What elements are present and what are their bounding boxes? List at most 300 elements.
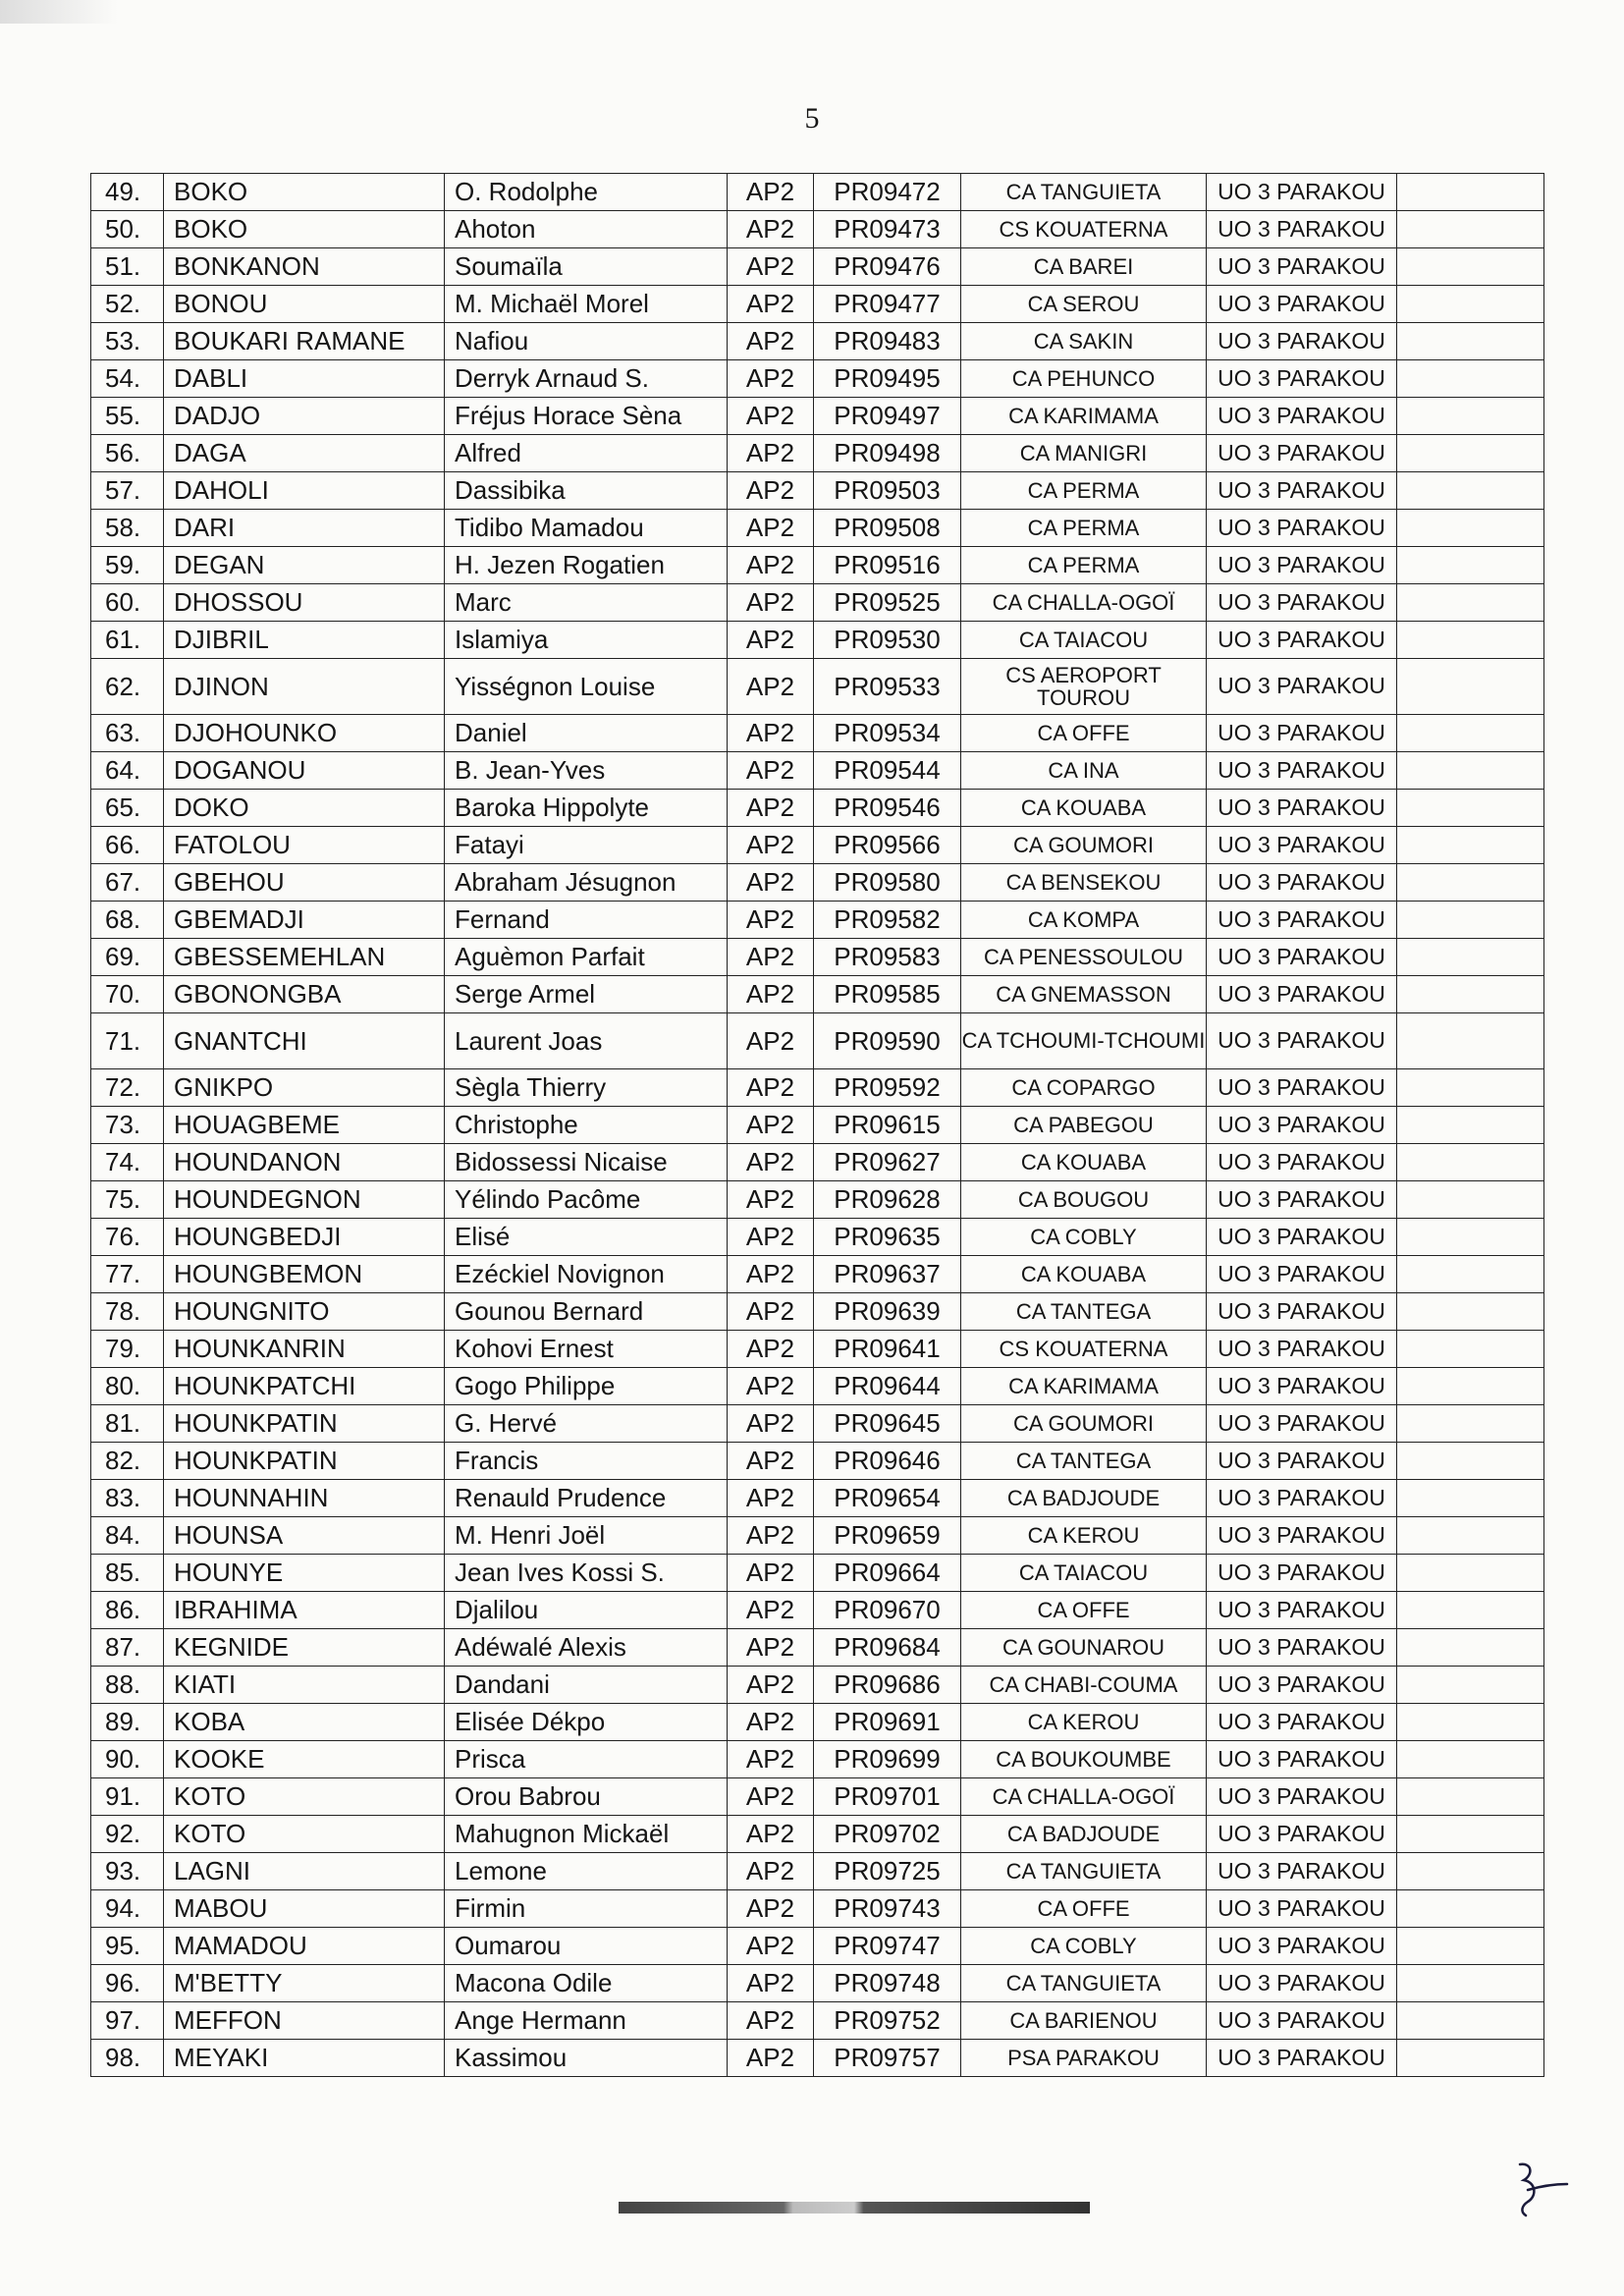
table-row <box>91 864 1544 902</box>
empty-cell <box>1397 1890 1544 1928</box>
row-number: 92. <box>91 1816 164 1853</box>
row-number: 79. <box>91 1331 164 1368</box>
empty-cell <box>1397 1778 1544 1816</box>
grade-cell: AP2 <box>728 752 814 790</box>
row-number: 72. <box>91 1069 164 1107</box>
table-row <box>91 1741 1544 1778</box>
given-names-cell: Sègla Thierry <box>445 1069 728 1107</box>
posting-cell: CA BADJOUDE <box>961 1816 1207 1853</box>
table-row <box>91 510 1544 547</box>
row-number: 85. <box>91 1555 164 1592</box>
surname-cell: BOKO <box>164 174 445 211</box>
given-names-cell: Aguèmon Parfait <box>445 939 728 976</box>
empty-cell <box>1397 547 1544 584</box>
surname-cell: DADJO <box>164 398 445 435</box>
row-number: 83. <box>91 1480 164 1517</box>
grade-cell: AP2 <box>728 1013 814 1069</box>
unit-cell: UO 3 PARAKOU <box>1207 323 1397 360</box>
row-number: 90. <box>91 1741 164 1778</box>
given-names-cell: Macona Odile <box>445 1965 728 2002</box>
given-names-cell: Fernand <box>445 902 728 939</box>
unit-cell: UO 3 PARAKOU <box>1207 1965 1397 2002</box>
grade-cell: AP2 <box>728 715 814 752</box>
surname-cell: GNIKPO <box>164 1069 445 1107</box>
empty-cell <box>1397 902 1544 939</box>
unit-cell: UO 3 PARAKOU <box>1207 1629 1397 1667</box>
surname-cell: LAGNI <box>164 1853 445 1890</box>
table-row <box>91 584 1544 622</box>
unit-cell: UO 3 PARAKOU <box>1207 1853 1397 1890</box>
posting-cell: CA PERMA <box>961 510 1207 547</box>
registration-code-cell: PR09592 <box>814 1069 961 1107</box>
grade-cell: AP2 <box>728 939 814 976</box>
surname-cell: HOUNGNITO <box>164 1293 445 1331</box>
surname-cell: GBEMADJI <box>164 902 445 939</box>
posting-cell: CA TANGUIETA <box>961 1853 1207 1890</box>
surname-cell: DJINON <box>164 659 445 715</box>
posting-cell: CA KARIMAMA <box>961 398 1207 435</box>
empty-cell <box>1397 1181 1544 1219</box>
footer-scan-bar <box>619 2202 1090 2214</box>
empty-cell <box>1397 435 1544 472</box>
given-names-cell: Elisé <box>445 1219 728 1256</box>
surname-cell: HOUNKPATCHI <box>164 1368 445 1405</box>
posting-cell: CA GOUMORI <box>961 827 1207 864</box>
given-names-cell: Serge Armel <box>445 976 728 1013</box>
given-names-cell: Derryk Arnaud S. <box>445 360 728 398</box>
unit-cell: UO 3 PARAKOU <box>1207 1592 1397 1629</box>
registration-code-cell: PR09473 <box>814 211 961 248</box>
table-row <box>91 715 1544 752</box>
grade-cell: AP2 <box>728 1928 814 1965</box>
registration-code-cell: PR09544 <box>814 752 961 790</box>
registration-code-cell: PR09641 <box>814 1331 961 1368</box>
row-number: 86. <box>91 1592 164 1629</box>
posting-cell: CA TAIACOU <box>961 1555 1207 1592</box>
empty-cell <box>1397 323 1544 360</box>
posting-cell: CA GOUMORI <box>961 1405 1207 1443</box>
table-row <box>91 1181 1544 1219</box>
given-names-cell: Nafiou <box>445 323 728 360</box>
registration-code-cell: PR09580 <box>814 864 961 902</box>
posting-cell: CA KOUABA <box>961 790 1207 827</box>
row-number: 97. <box>91 2002 164 2040</box>
empty-cell <box>1397 1144 1544 1181</box>
grade-cell: AP2 <box>728 286 814 323</box>
table-row <box>91 1890 1544 1928</box>
registration-code-cell: PR09498 <box>814 435 961 472</box>
empty-cell <box>1397 827 1544 864</box>
row-number: 94. <box>91 1890 164 1928</box>
registration-code-cell: PR09477 <box>814 286 961 323</box>
registration-code-cell: PR09659 <box>814 1517 961 1555</box>
grade-cell: AP2 <box>728 1331 814 1368</box>
grade-cell: AP2 <box>728 1592 814 1629</box>
grade-cell: AP2 <box>728 790 814 827</box>
posting-cell: CA COBLY <box>961 1928 1207 1965</box>
posting-cell: CA GNEMASSON <box>961 976 1207 1013</box>
grade-cell: AP2 <box>728 1517 814 1555</box>
table-row <box>91 1778 1544 1816</box>
row-number: 82. <box>91 1443 164 1480</box>
table-row <box>91 1443 1544 1480</box>
registration-code-cell: PR09684 <box>814 1629 961 1667</box>
unit-cell: UO 3 PARAKOU <box>1207 976 1397 1013</box>
posting-cell: CS AEROPORT TOUROU <box>961 659 1207 715</box>
unit-cell: UO 3 PARAKOU <box>1207 622 1397 659</box>
registration-code-cell: PR09590 <box>814 1013 961 1069</box>
personnel-table <box>90 173 1544 2077</box>
given-names-cell: Laurent Joas <box>445 1013 728 1069</box>
table-row <box>91 435 1544 472</box>
unit-cell: UO 3 PARAKOU <box>1207 547 1397 584</box>
posting-cell: CA OFFE <box>961 1890 1207 1928</box>
posting-cell: CA PERMA <box>961 547 1207 584</box>
table-row <box>91 1592 1544 1629</box>
posting-cell: CA CHALLA-OGOÏ <box>961 1778 1207 1816</box>
given-names-cell: M. Henri Joël <box>445 1517 728 1555</box>
posting-cell: CA KARIMAMA <box>961 1368 1207 1405</box>
surname-cell: KEGNIDE <box>164 1629 445 1667</box>
empty-cell <box>1397 360 1544 398</box>
grade-cell: AP2 <box>728 584 814 622</box>
empty-cell <box>1397 472 1544 510</box>
given-names-cell: Fréjus Horace Sèna <box>445 398 728 435</box>
registration-code-cell: PR09654 <box>814 1480 961 1517</box>
table-row <box>91 1219 1544 1256</box>
given-names-cell: Yisségnon Louise <box>445 659 728 715</box>
given-names-cell: Abraham Jésugnon <box>445 864 728 902</box>
given-names-cell: Djalilou <box>445 1592 728 1629</box>
empty-cell <box>1397 1592 1544 1629</box>
registration-code-cell: PR09646 <box>814 1443 961 1480</box>
table-row <box>91 1293 1544 1331</box>
unit-cell: UO 3 PARAKOU <box>1207 715 1397 752</box>
registration-code-cell: PR09743 <box>814 1890 961 1928</box>
given-names-cell: Dassibika <box>445 472 728 510</box>
given-names-cell: Elisée Dékpo <box>445 1704 728 1741</box>
row-number: 80. <box>91 1368 164 1405</box>
surname-cell: HOUNYE <box>164 1555 445 1592</box>
surname-cell: M'BETTY <box>164 1965 445 2002</box>
unit-cell: UO 3 PARAKOU <box>1207 1816 1397 1853</box>
registration-code-cell: PR09627 <box>814 1144 961 1181</box>
registration-code-cell: PR09670 <box>814 1592 961 1629</box>
surname-cell: MEYAKI <box>164 2040 445 2077</box>
empty-cell <box>1397 1741 1544 1778</box>
given-names-cell: Daniel <box>445 715 728 752</box>
grade-cell: AP2 <box>728 472 814 510</box>
table-row <box>91 902 1544 939</box>
empty-cell <box>1397 790 1544 827</box>
given-names-cell: Oumarou <box>445 1928 728 1965</box>
grade-cell: AP2 <box>728 659 814 715</box>
registration-code-cell: PR09757 <box>814 2040 961 2077</box>
registration-code-cell: PR09701 <box>814 1778 961 1816</box>
registration-code-cell: PR09472 <box>814 174 961 211</box>
posting-cell: CA BENSEKOU <box>961 864 1207 902</box>
given-names-cell: Ezéckiel Novignon <box>445 1256 728 1293</box>
empty-cell <box>1397 1480 1544 1517</box>
table-row <box>91 1928 1544 1965</box>
registration-code-cell: PR09476 <box>814 248 961 286</box>
grade-cell: AP2 <box>728 1219 814 1256</box>
row-number: 66. <box>91 827 164 864</box>
table-row <box>91 1107 1544 1144</box>
given-names-cell: Marc <box>445 584 728 622</box>
empty-cell <box>1397 1107 1544 1144</box>
surname-cell: GBEHOU <box>164 864 445 902</box>
grade-cell: AP2 <box>728 1778 814 1816</box>
empty-cell <box>1397 211 1544 248</box>
grade-cell: AP2 <box>728 1555 814 1592</box>
grade-cell: AP2 <box>728 547 814 584</box>
grade-cell: AP2 <box>728 1256 814 1293</box>
posting-cell: CA BOUGOU <box>961 1181 1207 1219</box>
unit-cell: UO 3 PARAKOU <box>1207 286 1397 323</box>
posting-cell: CS KOUATERNA <box>961 1331 1207 1368</box>
unit-cell: UO 3 PARAKOU <box>1207 211 1397 248</box>
given-names-cell: Gounou Bernard <box>445 1293 728 1331</box>
empty-cell <box>1397 1667 1544 1704</box>
unit-cell: UO 3 PARAKOU <box>1207 1144 1397 1181</box>
posting-cell: CA PABEGOU <box>961 1107 1207 1144</box>
table-row <box>91 1405 1544 1443</box>
registration-code-cell: PR09645 <box>814 1405 961 1443</box>
unit-cell: UO 3 PARAKOU <box>1207 1704 1397 1741</box>
signature-mark <box>1502 2151 1581 2229</box>
empty-cell <box>1397 752 1544 790</box>
empty-cell <box>1397 510 1544 547</box>
table-row <box>91 174 1544 211</box>
given-names-cell: Adéwalé Alexis <box>445 1629 728 1667</box>
surname-cell: DAHOLI <box>164 472 445 510</box>
grade-cell: AP2 <box>728 1890 814 1928</box>
table-row <box>91 286 1544 323</box>
row-number: 89. <box>91 1704 164 1741</box>
table-row <box>91 2040 1544 2077</box>
posting-cell: CA TANGUIETA <box>961 1965 1207 2002</box>
given-names-cell: Prisca <box>445 1741 728 1778</box>
page-number: 5 <box>804 102 820 135</box>
row-number: 84. <box>91 1517 164 1555</box>
posting-cell: CA GOUNAROU <box>961 1629 1207 1667</box>
empty-cell <box>1397 864 1544 902</box>
row-number: 69. <box>91 939 164 976</box>
grade-cell: AP2 <box>728 1704 814 1741</box>
posting-cell: CA TANTEGA <box>961 1443 1207 1480</box>
empty-cell <box>1397 1405 1544 1443</box>
surname-cell: DARI <box>164 510 445 547</box>
row-number: 95. <box>91 1928 164 1965</box>
table-row <box>91 211 1544 248</box>
scan-edge-mark <box>0 0 118 24</box>
empty-cell <box>1397 1069 1544 1107</box>
empty-cell <box>1397 1704 1544 1741</box>
unit-cell: UO 3 PARAKOU <box>1207 248 1397 286</box>
table-body <box>91 174 1544 2077</box>
unit-cell: UO 3 PARAKOU <box>1207 827 1397 864</box>
empty-cell <box>1397 248 1544 286</box>
registration-code-cell: PR09702 <box>814 1816 961 1853</box>
registration-code-cell: PR09516 <box>814 547 961 584</box>
table-row <box>91 659 1544 715</box>
row-number: 87. <box>91 1629 164 1667</box>
surname-cell: DJOHOUNKO <box>164 715 445 752</box>
row-number: 68. <box>91 902 164 939</box>
table-row <box>91 790 1544 827</box>
grade-cell: AP2 <box>728 1667 814 1704</box>
surname-cell: DJIBRIL <box>164 622 445 659</box>
registration-code-cell: PR09747 <box>814 1928 961 1965</box>
table-row <box>91 547 1544 584</box>
grade-cell: AP2 <box>728 1293 814 1331</box>
row-number: 61. <box>91 622 164 659</box>
empty-cell <box>1397 1816 1544 1853</box>
empty-cell <box>1397 1331 1544 1368</box>
surname-cell: HOUNDEGNON <box>164 1181 445 1219</box>
empty-cell <box>1397 1965 1544 2002</box>
given-names-cell: Orou Babrou <box>445 1778 728 1816</box>
table-row <box>91 1667 1544 1704</box>
empty-cell <box>1397 1368 1544 1405</box>
unit-cell: UO 3 PARAKOU <box>1207 174 1397 211</box>
row-number: 50. <box>91 211 164 248</box>
row-number: 88. <box>91 1667 164 1704</box>
posting-cell: CA PEHUNCO <box>961 360 1207 398</box>
table-row <box>91 827 1544 864</box>
surname-cell: DEGAN <box>164 547 445 584</box>
posting-cell: CA BOUKOUMBE <box>961 1741 1207 1778</box>
unit-cell: UO 3 PARAKOU <box>1207 1331 1397 1368</box>
posting-cell: CA BADJOUDE <box>961 1480 1207 1517</box>
posting-cell: CA MANIGRI <box>961 435 1207 472</box>
surname-cell: KOTO <box>164 1778 445 1816</box>
table-row <box>91 976 1544 1013</box>
surname-cell: HOUNSA <box>164 1517 445 1555</box>
registration-code-cell: PR09752 <box>814 2002 961 2040</box>
unit-cell: UO 3 PARAKOU <box>1207 1368 1397 1405</box>
registration-code-cell: PR09725 <box>814 1853 961 1890</box>
unit-cell: UO 3 PARAKOU <box>1207 510 1397 547</box>
unit-cell: UO 3 PARAKOU <box>1207 2002 1397 2040</box>
grade-cell: AP2 <box>728 1629 814 1667</box>
table-row <box>91 2002 1544 2040</box>
unit-cell: UO 3 PARAKOU <box>1207 1778 1397 1816</box>
grade-cell: AP2 <box>728 1443 814 1480</box>
posting-cell: CA BAREI <box>961 248 1207 286</box>
posting-cell: CA INA <box>961 752 1207 790</box>
unit-cell: UO 3 PARAKOU <box>1207 752 1397 790</box>
table-row <box>91 1853 1544 1890</box>
unit-cell: UO 3 PARAKOU <box>1207 1667 1397 1704</box>
posting-cell: CA SAKIN <box>961 323 1207 360</box>
surname-cell: HOUNKPATIN <box>164 1443 445 1480</box>
empty-cell <box>1397 659 1544 715</box>
registration-code-cell: PR09691 <box>814 1704 961 1741</box>
surname-cell: DHOSSOU <box>164 584 445 622</box>
surname-cell: KOBA <box>164 1704 445 1741</box>
unit-cell: UO 3 PARAKOU <box>1207 360 1397 398</box>
row-number: 49. <box>91 174 164 211</box>
grade-cell: AP2 <box>728 1405 814 1443</box>
table-row <box>91 1704 1544 1741</box>
table-row <box>91 1256 1544 1293</box>
empty-cell <box>1397 976 1544 1013</box>
unit-cell: UO 3 PARAKOU <box>1207 1293 1397 1331</box>
registration-code-cell: PR09566 <box>814 827 961 864</box>
row-number: 65. <box>91 790 164 827</box>
registration-code-cell: PR09635 <box>814 1219 961 1256</box>
grade-cell: AP2 <box>728 360 814 398</box>
given-names-cell: Christophe <box>445 1107 728 1144</box>
grade-cell: AP2 <box>728 510 814 547</box>
surname-cell: KIATI <box>164 1667 445 1704</box>
unit-cell: UO 3 PARAKOU <box>1207 1443 1397 1480</box>
posting-cell: CA OFFE <box>961 715 1207 752</box>
table-row <box>91 1517 1544 1555</box>
registration-code-cell: PR09525 <box>814 584 961 622</box>
posting-cell: CA PERMA <box>961 472 1207 510</box>
given-names-cell: Soumaïla <box>445 248 728 286</box>
table-row <box>91 1965 1544 2002</box>
given-names-cell: Baroka Hippolyte <box>445 790 728 827</box>
surname-cell: DOKO <box>164 790 445 827</box>
empty-cell <box>1397 715 1544 752</box>
given-names-cell: Renauld Prudence <box>445 1480 728 1517</box>
unit-cell: UO 3 PARAKOU <box>1207 1741 1397 1778</box>
posting-cell: CS KOUATERNA <box>961 211 1207 248</box>
given-names-cell: Jean Ives Kossi S. <box>445 1555 728 1592</box>
row-number: 74. <box>91 1144 164 1181</box>
table-row <box>91 752 1544 790</box>
row-number: 55. <box>91 398 164 435</box>
given-names-cell: Fatayi <box>445 827 728 864</box>
unit-cell: UO 3 PARAKOU <box>1207 1219 1397 1256</box>
row-number: 56. <box>91 435 164 472</box>
surname-cell: GBESSEMEHLAN <box>164 939 445 976</box>
table-row <box>91 248 1544 286</box>
empty-cell <box>1397 1256 1544 1293</box>
grade-cell: AP2 <box>728 1816 814 1853</box>
grade-cell: AP2 <box>728 864 814 902</box>
posting-cell: CA KEROU <box>961 1704 1207 1741</box>
grade-cell: AP2 <box>728 1181 814 1219</box>
table-row <box>91 622 1544 659</box>
registration-code-cell: PR09497 <box>814 398 961 435</box>
registration-code-cell: PR09508 <box>814 510 961 547</box>
empty-cell <box>1397 1013 1544 1069</box>
posting-cell: CA CHALLA-OGOÏ <box>961 584 1207 622</box>
table-row <box>91 1816 1544 1853</box>
row-number: 53. <box>91 323 164 360</box>
grade-cell: AP2 <box>728 398 814 435</box>
row-number: 75. <box>91 1181 164 1219</box>
given-names-cell: Lemone <box>445 1853 728 1890</box>
surname-cell: GNANTCHI <box>164 1013 445 1069</box>
table-row <box>91 1331 1544 1368</box>
given-names-cell: Ange Hermann <box>445 2002 728 2040</box>
row-number: 77. <box>91 1256 164 1293</box>
given-names-cell: Gogo Philippe <box>445 1368 728 1405</box>
registration-code-cell: PR09483 <box>814 323 961 360</box>
given-names-cell: H. Jezen Rogatien <box>445 547 728 584</box>
grade-cell: AP2 <box>728 2002 814 2040</box>
surname-cell: FATOLOU <box>164 827 445 864</box>
empty-cell <box>1397 1629 1544 1667</box>
row-number: 81. <box>91 1405 164 1443</box>
registration-code-cell: PR09699 <box>814 1741 961 1778</box>
